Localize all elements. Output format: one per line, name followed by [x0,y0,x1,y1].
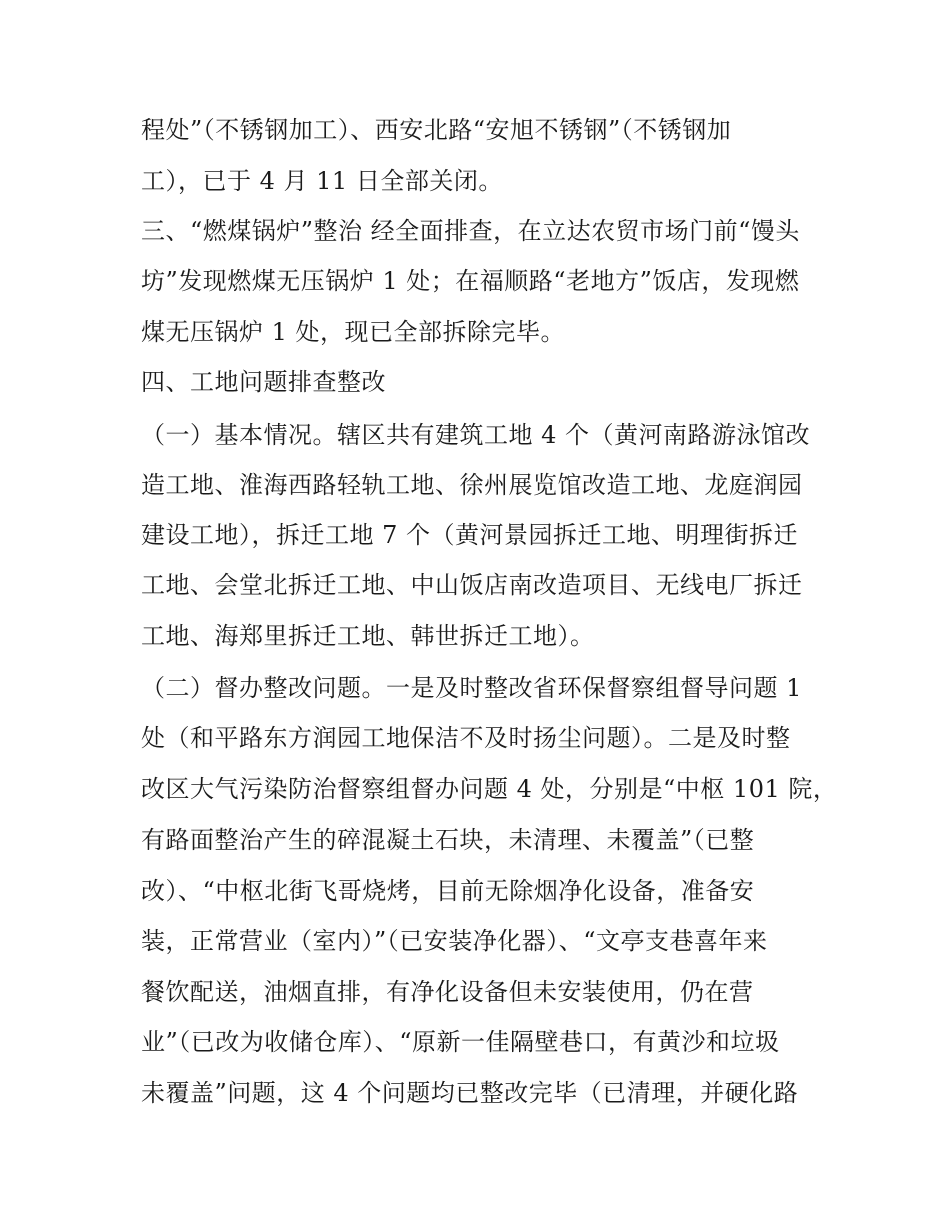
text-line: 工地、会堂北拆迁工地、中山饭店南改造项目、无线电厂拆迁 [141,571,803,599]
text-line: 改）、“中枢北街飞哥烧烤，目前无除烟净化设备，准备安 [141,877,755,905]
text-line: 业”（已改为收储仓库）、“原新一佳隔壁巷口，有黄沙和垃圾 [141,1028,780,1056]
text-line: 坊”发现燃煤无压锅炉 1 处；在福顺路“老地方”饭店，发现燃 [141,267,800,295]
text-line: 处（和平路东方润园工地保洁不及时扬尘问题）。二是及时整 [141,724,791,752]
text-line: 造工地、淮海西路轻轨工地、徐州展览馆改造工地、龙庭润园 [141,471,803,499]
text-line: 程处”（不锈钢加工）、西安北路“安旭不锈钢”（不锈钢加 [141,116,732,144]
text-line: 工），已于 4 月 11 日全部关闭。 [141,167,503,195]
text-line: 装，正常营业（室内）”（已安装净化器）、“文亭支巷喜年来 [141,927,768,955]
section-heading: 四、工地问题排查整改 [141,368,386,396]
text-line: 未覆盖”问题，这 4 个问题均已整改完毕（已清理，并硬化路 [141,1079,799,1107]
text-line: （二）督办整改问题。一是及时整改省环保督察组督导问题 1 [141,674,802,702]
text-line: 工地、海郑里拆迁工地、韩世拆迁工地）。 [141,622,595,650]
text-line: 有路面整治产生的碎混凝土石块，未清理、未覆盖”（已整 [141,826,755,854]
text-line: 三、“燃煤锅炉”整治 经全面排查，在立达农贸市场门前“馒头 [141,217,800,245]
text-line: 餐饮配送，油烟直排，有净化设备但未安装使用，仍在营 [141,978,754,1006]
text-line: 建设工地），拆迁工地 7 个（黄河景园拆迁工地、明理街拆迁 [141,521,799,549]
text-line: （一）基本情况。辖区共有建筑工地 4 个（黄河南路游泳馆改 [141,421,811,449]
text-line: 煤无压锅炉 1 处，现已全部拆除完毕。 [141,318,566,346]
text-line: 改区大气污染防治督察组督办问题 4 处，分别是“中枢 101 院， [141,775,838,803]
